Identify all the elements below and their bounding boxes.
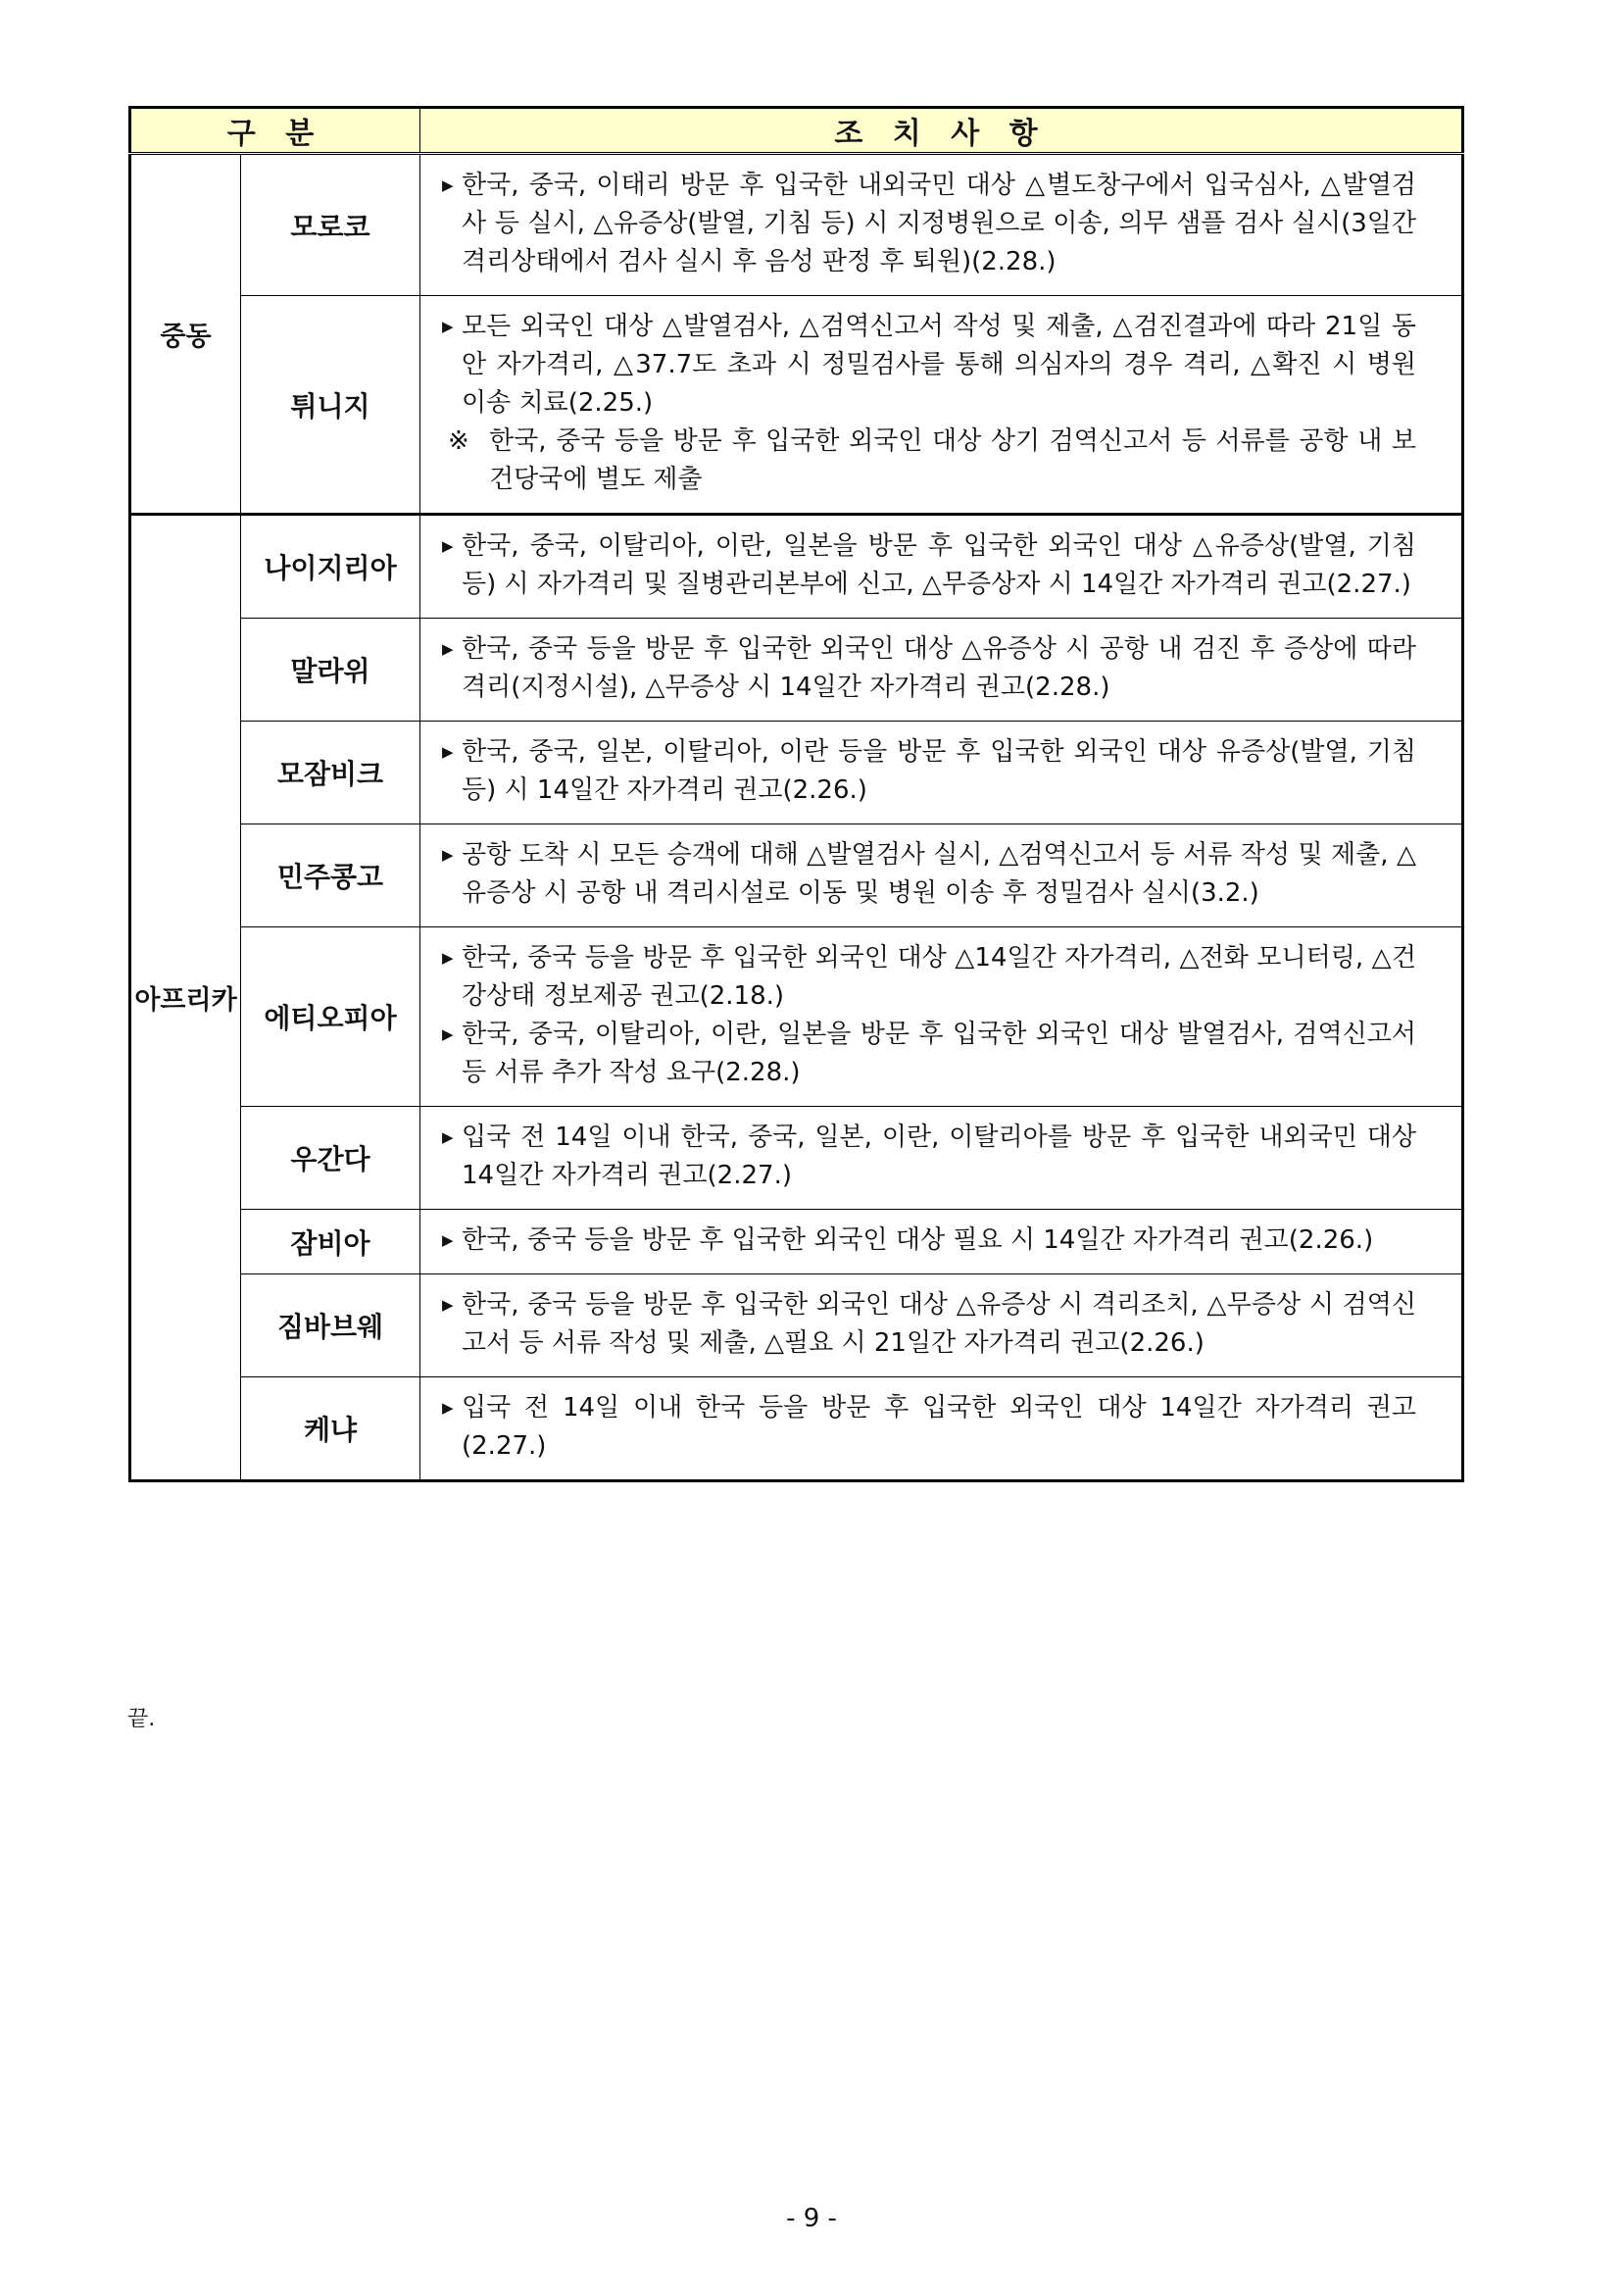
measure-cell bbox=[420, 927, 1463, 1107]
measure-item: ▶ 한국, 중국, 이탈리아, 이란, 일본을 방문 후 입국한 외국인 대상 발열검사, 검역신고서 등 서류 추가 작성 요구(2.28.) bbox=[442, 1016, 1416, 1092]
measure-item: ▶ 한국, 중국 등을 방문 후 입국한 외국인 대상 필요 시 14일간 자가격리 권고(2.26.) bbox=[442, 1222, 1416, 1260]
country-cell: 모로코 bbox=[241, 154, 420, 296]
measure-note: ※ 한국, 중국 등을 방문 후 입국한 외국인 대상 상기 검역신고서 등 서류를 공항 내 보건당국에 별도 제출 bbox=[442, 423, 1416, 499]
table-row bbox=[130, 824, 1463, 927]
table-row bbox=[130, 722, 1463, 824]
measure-item: ▶ 모든 외국인 대상 △발열검사, △검역신고서 작성 및 제출, △검진결과에 따라 21일 동안 자가격리, △37.7도 초과 시 정밀검사를 통해 의심자의 경우 격리, △확진 시 병원 이송 치료(2.25.) bbox=[442, 308, 1416, 423]
table-row bbox=[130, 927, 1463, 1107]
table-row bbox=[130, 1274, 1463, 1377]
measure-cell bbox=[420, 154, 1463, 296]
measure-item: ▶ 입국 전 14일 이내 한국, 중국, 일본, 이란, 이탈리아를 방문 후 입국한 내외국민 대상 14일간 자가격리 권고(2.27.) bbox=[442, 1119, 1416, 1195]
measure-cell bbox=[420, 1274, 1463, 1377]
category-header: 구 분 bbox=[130, 108, 420, 154]
measure-cell bbox=[420, 1210, 1463, 1274]
measures-table bbox=[128, 106, 1464, 1482]
measure-item: ▶ 한국, 중국, 일본, 이탈리아, 이란 등을 방문 후 입국한 외국인 대상 유증상(발열, 기침 등) 시 14일간 자가격리 권고(2.26.) bbox=[442, 733, 1416, 810]
bullet-icon: ▶ bbox=[442, 176, 454, 194]
country-cell: 나이지리아 bbox=[241, 515, 420, 619]
measure-item: ▶ 한국, 중국 등을 방문 후 입국한 외국인 대상 △유증상 시 격리조치, △무증상 시 검역신고서 등 서류 작성 및 제출, △필요 시 21일간 자가격리 권고(2.26.) bbox=[442, 1286, 1416, 1363]
bullet-icon: ▶ bbox=[442, 640, 454, 658]
country-cell: 모잠비크 bbox=[241, 722, 420, 824]
measure-cell bbox=[420, 824, 1463, 927]
measures-header: 조 치 사 항 bbox=[420, 108, 1463, 154]
country-cell: 튀니지 bbox=[241, 296, 420, 515]
measure-item: ▶ 한국, 중국 등을 방문 후 입국한 외국인 대상 △유증상 시 공항 내 검진 후 증상에 따라 격리(지정시설), △무증상 시 14일간 자가격리 권고(2.28.) bbox=[442, 630, 1416, 707]
country-cell: 말라위 bbox=[241, 619, 420, 722]
table-header-row bbox=[130, 108, 1463, 154]
region-cell-africa: 아프리카 bbox=[130, 515, 241, 1481]
table-row bbox=[130, 1107, 1463, 1210]
bullet-icon: ▶ bbox=[442, 1025, 454, 1043]
bullet-icon: ▶ bbox=[442, 1399, 454, 1417]
bullet-icon: ▶ bbox=[442, 846, 454, 864]
bullet-icon: ▶ bbox=[442, 537, 454, 555]
measure-item: ▶ 한국, 중국, 이탈리아, 이란, 일본을 방문 후 입국한 외국인 대상 △유증상(발열, 기침 등) 시 자가격리 및 질병관리본부에 신고, △무증상자 시 14일간 자가격리 권고(2.27.) bbox=[442, 527, 1416, 604]
measure-item: ▶ 한국, 중국 등을 방문 후 입국한 외국인 대상 △14일간 자가격리, △전화 모니터링, △건강상태 정보제공 권고(2.18.) bbox=[442, 939, 1416, 1016]
country-cell: 에티오피아 bbox=[241, 927, 420, 1107]
country-cell: 우간다 bbox=[241, 1107, 420, 1210]
bullet-icon: ▶ bbox=[442, 1296, 454, 1314]
table-row bbox=[130, 1210, 1463, 1274]
bullet-icon: ▶ bbox=[442, 949, 454, 967]
measure-cell bbox=[420, 515, 1463, 619]
bullet-icon: ▶ bbox=[442, 1231, 454, 1249]
country-cell: 잠비아 bbox=[241, 1210, 420, 1274]
measure-item: ▶ 한국, 중국, 이태리 방문 후 입국한 내외국민 대상 △별도창구에서 입국심사, △발열검사 등 실시, △유증상(발열, 기침 등) 시 지정병원으로 이송, 의무 샘플 검사 실시(3일간 격리상태에서 검사 실시 후 음성 판정 후 퇴원)(2.28.) bbox=[442, 167, 1416, 281]
country-cell: 민주콩고 bbox=[241, 824, 420, 927]
country-cell: 짐바브웨 bbox=[241, 1274, 420, 1377]
reference-mark-icon: ※ bbox=[448, 426, 469, 456]
bullet-icon: ▶ bbox=[442, 1128, 454, 1146]
table-row bbox=[130, 515, 1463, 619]
table-row bbox=[130, 1377, 1463, 1481]
measure-cell bbox=[420, 619, 1463, 722]
measure-cell bbox=[420, 1107, 1463, 1210]
table-row bbox=[130, 296, 1463, 515]
measure-item: ▶ 입국 전 14일 이내 한국 등을 방문 후 입국한 외국인 대상 14일간 자가격리 권고(2.27.) bbox=[442, 1389, 1416, 1466]
page-number: - 9 - bbox=[786, 2204, 837, 2233]
end-text: 끝. bbox=[127, 1707, 156, 1731]
table-row bbox=[130, 619, 1463, 722]
country-cell: 케냐 bbox=[241, 1377, 420, 1481]
bullet-icon: ▶ bbox=[442, 318, 454, 335]
measure-cell bbox=[420, 1377, 1463, 1481]
measure-cell bbox=[420, 722, 1463, 824]
region-cell-middle-east: 중동 bbox=[130, 154, 241, 515]
measure-cell bbox=[420, 296, 1463, 515]
bullet-icon: ▶ bbox=[442, 743, 454, 761]
table-row bbox=[130, 154, 1463, 296]
measure-item: ▶ 공항 도착 시 모든 승객에 대해 △발열검사 실시, △검역신고서 등 서류 작성 및 제출, △유증상 시 공항 내 격리시설로 이동 및 병원 이송 후 정밀검사 실시(3.2.) bbox=[442, 836, 1416, 913]
